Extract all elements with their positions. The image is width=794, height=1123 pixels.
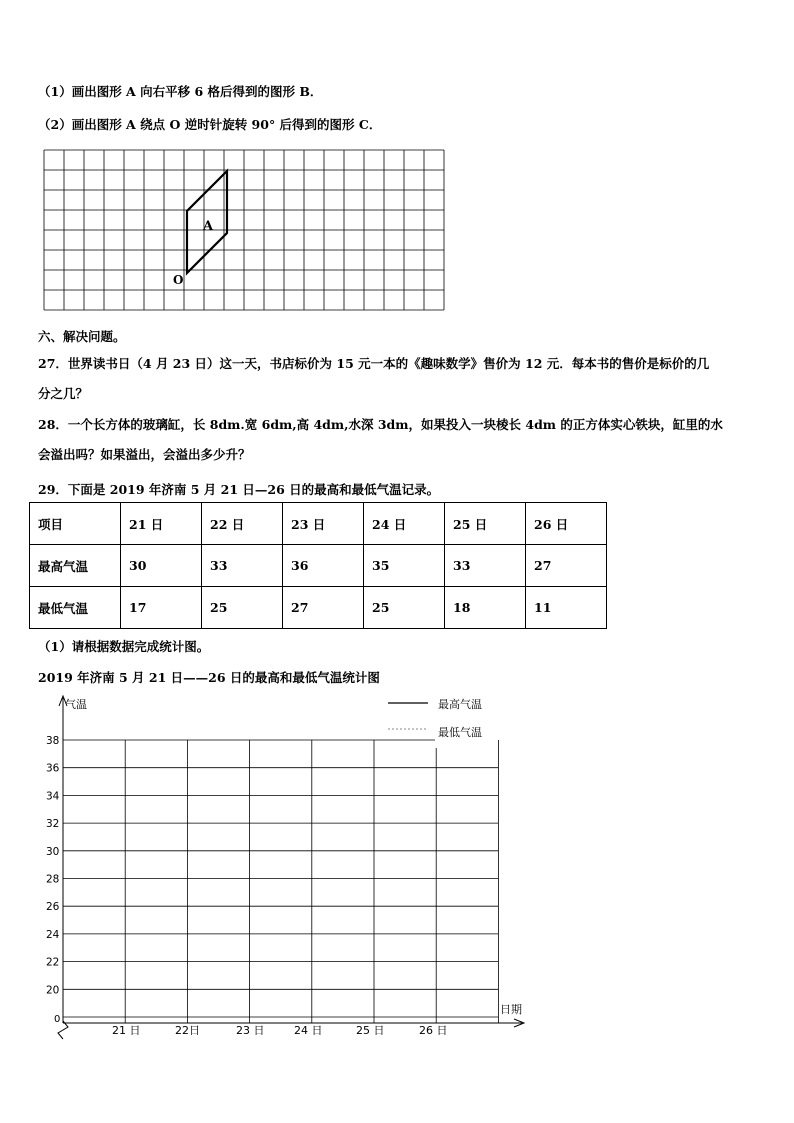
table-cell: 17: [121, 587, 202, 629]
table-row: [30, 545, 607, 587]
legend-label-high: 最高气温: [438, 698, 482, 711]
temperature-chart: [30, 690, 540, 1045]
table-cell: 最低气温: [30, 587, 121, 629]
q27-line1: 27．世界读书日（4 月 23 日）这一天，书店标价为 15 元一本的《趣味数学》售价为 12 元．每本书的售价是标价的几: [38, 356, 710, 371]
y-tick-label: 26: [46, 901, 60, 914]
table-header-row: [30, 503, 607, 545]
q29-sub1: （1）请根据数据完成统计图。: [38, 639, 210, 654]
legend-label-low: 最低气温: [438, 726, 482, 739]
y-tick-label: 36: [46, 762, 60, 775]
y-tick-label: 22: [46, 956, 60, 969]
x-axis-label: 日期: [500, 1003, 522, 1016]
table-cell: 36: [283, 545, 364, 587]
table-header-cell: 22 日: [202, 503, 283, 545]
table-cell: 35: [364, 545, 445, 587]
x-tick-label: 22日: [175, 1024, 200, 1037]
table-cell: 25: [364, 587, 445, 629]
table-cell: 11: [526, 587, 607, 629]
x-tick-label: 24 日: [294, 1024, 323, 1037]
chart-axes: [58, 696, 524, 1039]
y-axis-label: 气温: [65, 698, 87, 711]
table-cell: 30: [121, 545, 202, 587]
chart-labels: [46, 697, 522, 1037]
table-cell: 33: [202, 545, 283, 587]
x-tick-label: 23 日: [236, 1024, 265, 1037]
y-tick-label: 30: [46, 845, 60, 858]
label-a: A: [203, 219, 214, 234]
table-cell: 27: [283, 587, 364, 629]
label-o: O: [173, 273, 184, 287]
x-tick-label: 25 日: [356, 1024, 385, 1037]
table-header-cell: 23 日: [283, 503, 364, 545]
section-title: 六、解决问题。: [38, 329, 126, 344]
q-transform-part2: （2）画出图形 A 绕点 O 逆时针旋转 90° 后得到的图形 C．: [38, 117, 382, 132]
x-tick-label: 26 日: [419, 1024, 448, 1037]
table-header-cell: 25 日: [445, 503, 526, 545]
table-row: [30, 587, 607, 629]
table-cell: 最高气温: [30, 545, 121, 587]
table-cell: 33: [445, 545, 526, 587]
temperature-table: [29, 502, 607, 629]
y-tick-label: 32: [46, 818, 60, 831]
grid-figure-a: [43, 148, 445, 316]
table-cell: 25: [202, 587, 283, 629]
table-header-cell: 21 日: [121, 503, 202, 545]
table-cell: 18: [445, 587, 526, 629]
q-transform-part1: （1）画出图形 A 向右平移 6 格后得到的图形 B．: [38, 84, 323, 99]
y-tick-label: 24: [46, 928, 60, 941]
table-header-cell: 24 日: [364, 503, 445, 545]
question-29-title: 29．下面是 2019 年济南 5 月 21 日—26 日的最高和最低气温记录。: [38, 482, 440, 497]
y-tick-label: 38: [46, 735, 60, 747]
chart-title: 2019 年济南 5 月 21 日——26 日的最高和最低气温统计图: [38, 670, 380, 685]
y-tick-label: 34: [46, 790, 60, 803]
table-header-cell: 项目: [30, 503, 121, 545]
chart-grid: [63, 740, 498, 1023]
question-27: [38, 349, 758, 409]
y-tick-label: 28: [46, 873, 60, 886]
q28-line2: 会溢出吗？如果溢出，会溢出多少升？: [38, 447, 251, 462]
question-28: [38, 410, 758, 470]
x-tick-label: 21 日: [112, 1024, 141, 1037]
chart-legend: [388, 697, 482, 739]
y-tick-label: 20: [46, 984, 60, 997]
origin-label: 0: [54, 1014, 61, 1025]
grid-lines: [44, 150, 444, 310]
q27-line2: 分之几？: [38, 386, 89, 401]
table-header-cell: 26 日: [526, 503, 607, 545]
table-cell: 27: [526, 545, 607, 587]
q28-line1: 28．一个长方体的玻璃缸，长 8dm.宽 6dm,高 4dm,水深 3dm，如果投入一块棱长 4dm 的正方体实心铁块，缸里的水: [38, 417, 723, 432]
